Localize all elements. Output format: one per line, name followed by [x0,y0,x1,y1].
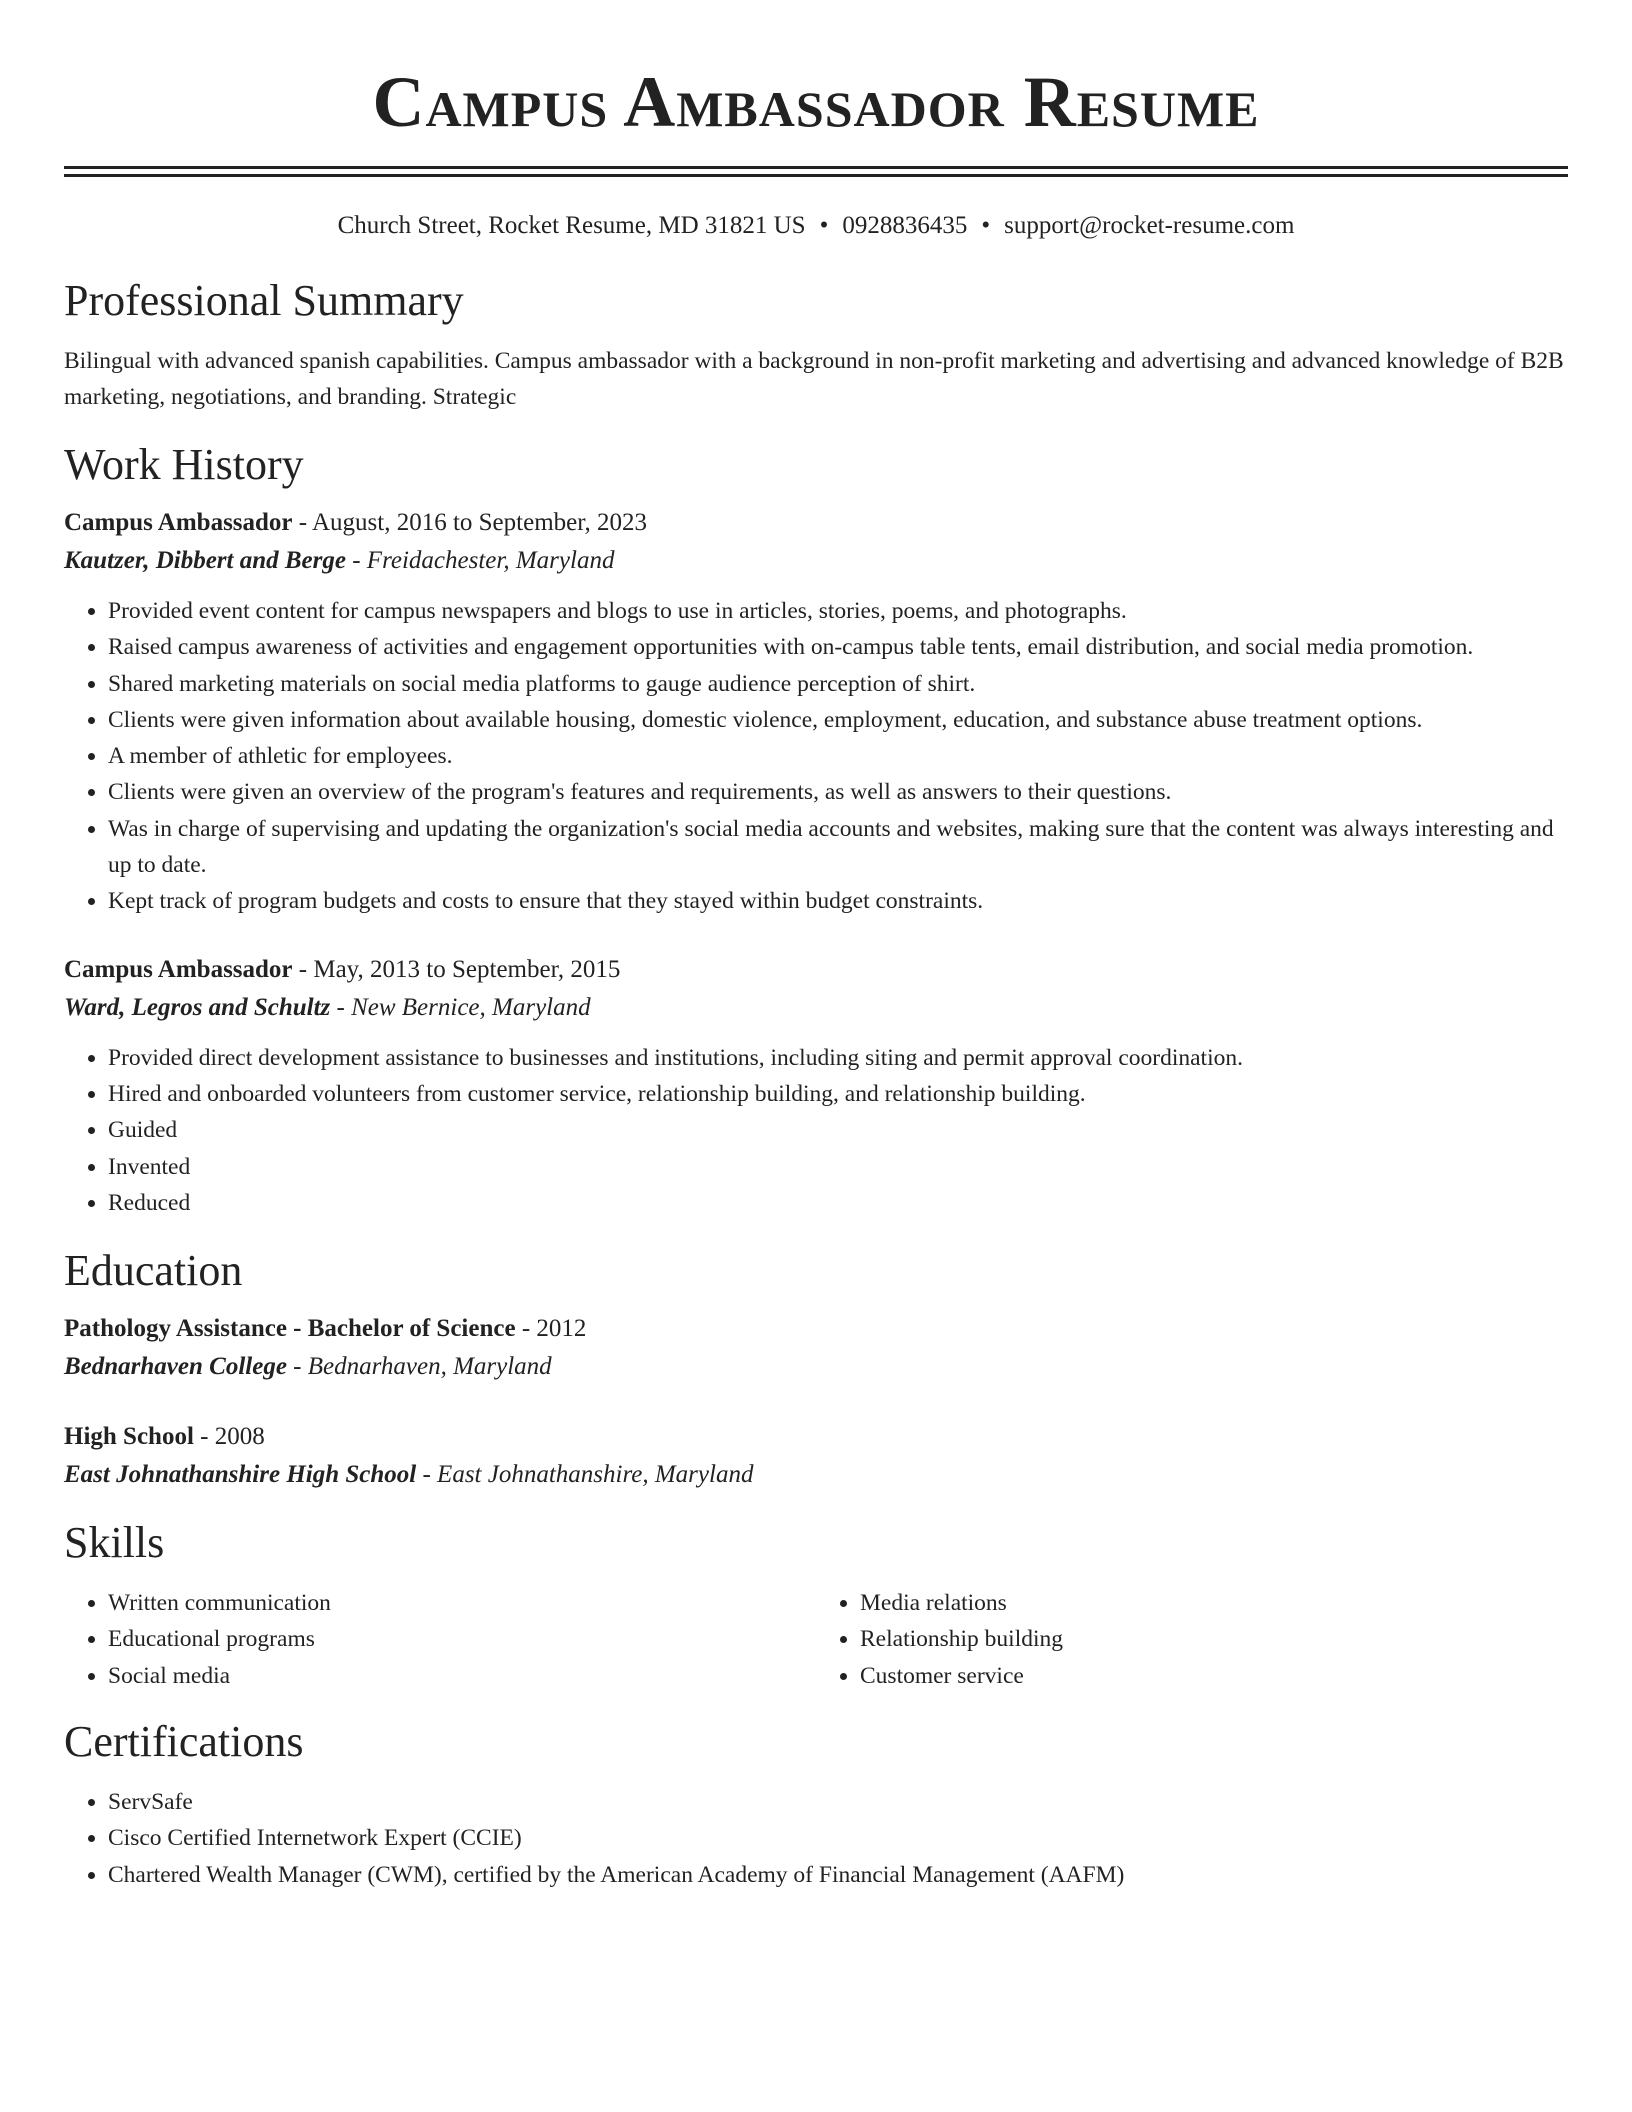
job-location: - New Bernice, Maryland [330,993,591,1021]
job-entry [64,952,1568,1221]
education-year: - 2012 [515,1315,587,1343]
list-item: • Was in charge of supervising and updating the organization's social media accounts and websites, making sure that the content was always interesting and up to date. [108,811,1568,884]
list-item: • Guided [108,1112,1568,1148]
list-item: • Media relations [860,1585,1568,1621]
section-heading-skills: Skills [64,1518,165,1568]
list-item: • Chartered Wealth Manager (CWM), certified by the American Academy of Financial Management (AAFM) [108,1857,1568,1893]
skills-columns [64,1585,1568,1694]
list-item: • A member of athletic for employees. [108,738,1568,774]
education-school-line [64,1455,1568,1495]
job-title-line [64,952,1568,988]
list-item: • Customer service [860,1658,1568,1694]
section-heading-summary: Professional Summary [64,276,464,325]
summary-text: Bilingual with advanced spanish capabilities. Campus ambassador with a background in non-profit marketing and advertising and advanced knowledge of B2B marketing, negotiations, and branding. Strategic [64,348,1564,410]
job-bullets [64,1040,1568,1221]
skills-list-left [64,1585,816,1694]
section-heading-education: Education [64,1246,243,1296]
skills-list-right [816,1585,1568,1694]
job-title: Campus Ambassador [64,955,293,983]
education-location: - Bednarhaven, Maryland [286,1353,552,1381]
list-item: • Invented [108,1149,1568,1185]
resume-title: Campus Ambassador Resume [372,62,1260,142]
list-item: • Written communication [108,1585,816,1621]
contact-line [64,211,1568,241]
section-heading-work: Work History [64,440,304,489]
education-year: - 2008 [193,1423,265,1451]
job-company-line [64,988,1568,1028]
list-item: • Provided event content for campus newspapers and blogs to use in articles, stories, poems, and photographs. [108,593,1568,629]
job-bullets [64,593,1568,920]
list-item: • Provided direct development assistance to businesses and institutions, including siting and permit approval coordination. [108,1040,1568,1076]
education-location: - East Johnathanshire, Maryland [416,1461,754,1489]
contact-separator: • [819,212,829,239]
education-degree-line [64,1419,1568,1455]
list-item: • Relationship building [860,1621,1568,1657]
section-heading-certifications: Certifications [64,1717,304,1767]
education-school-line [64,1347,1568,1387]
list-item: • Cisco Certified Internetwork Expert (CCIE) [108,1820,1568,1856]
job-location: - Freidachester, Maryland [345,547,615,574]
contact-address: Church Street, Rocket Resume, MD 31821 US [337,212,806,239]
list-item: • ServSafe [108,1784,1568,1820]
job-dates: - August, 2016 to September, 2023 [292,509,648,536]
list-item: • Educational programs [108,1621,816,1657]
job-entry [64,505,1568,920]
contact-phone[interactable]: 0928836435 [842,212,968,239]
list-item: • Hired and onboarded volunteers from customer service, relationship building, and relationship building. [108,1076,1568,1112]
list-item: • Shared marketing materials on social media platforms to gauge audience perception of shirt. [108,666,1568,702]
list-item: • Clients were given information about available housing, domestic violence, employment, education, and substance abuse treatment options. [108,702,1568,738]
job-title-line [64,505,1568,541]
education-degree: Pathology Assistance - Bachelor of Science [64,1315,516,1343]
contact-separator: • [981,212,991,239]
education-entry [64,1311,1568,1387]
education-degree-line [64,1311,1568,1347]
certifications-list [64,1784,1568,1893]
list-item: • Social media [108,1658,816,1694]
list-item: • Reduced [108,1185,1568,1221]
education-school: Bednarhaven College [64,1353,287,1381]
title-double-rule [64,166,1568,177]
education-degree: High School [64,1423,194,1451]
list-item: • Raised campus awareness of activities and engagement opportunities with on-campus table tents, email distribution, and social media promotion. [108,629,1568,665]
job-company: Kautzer, Dibbert and Berge [64,547,346,574]
contact-email[interactable]: support@rocket-resume.com [1004,212,1295,239]
education-entry [64,1419,1568,1495]
job-title: Campus Ambassador [64,509,293,536]
list-item: • Kept track of program budgets and costs to ensure that they stayed within budget constraints. [108,883,1568,919]
job-dates: - May, 2013 to September, 2015 [292,955,621,983]
education-school: East Johnathanshire High School [64,1461,417,1489]
job-company: Ward, Legros and Schultz [64,993,331,1021]
list-item: • Clients were given an overview of the program's features and requirements, as well as answers to their questions. [108,774,1568,810]
job-company-line [64,541,1568,581]
